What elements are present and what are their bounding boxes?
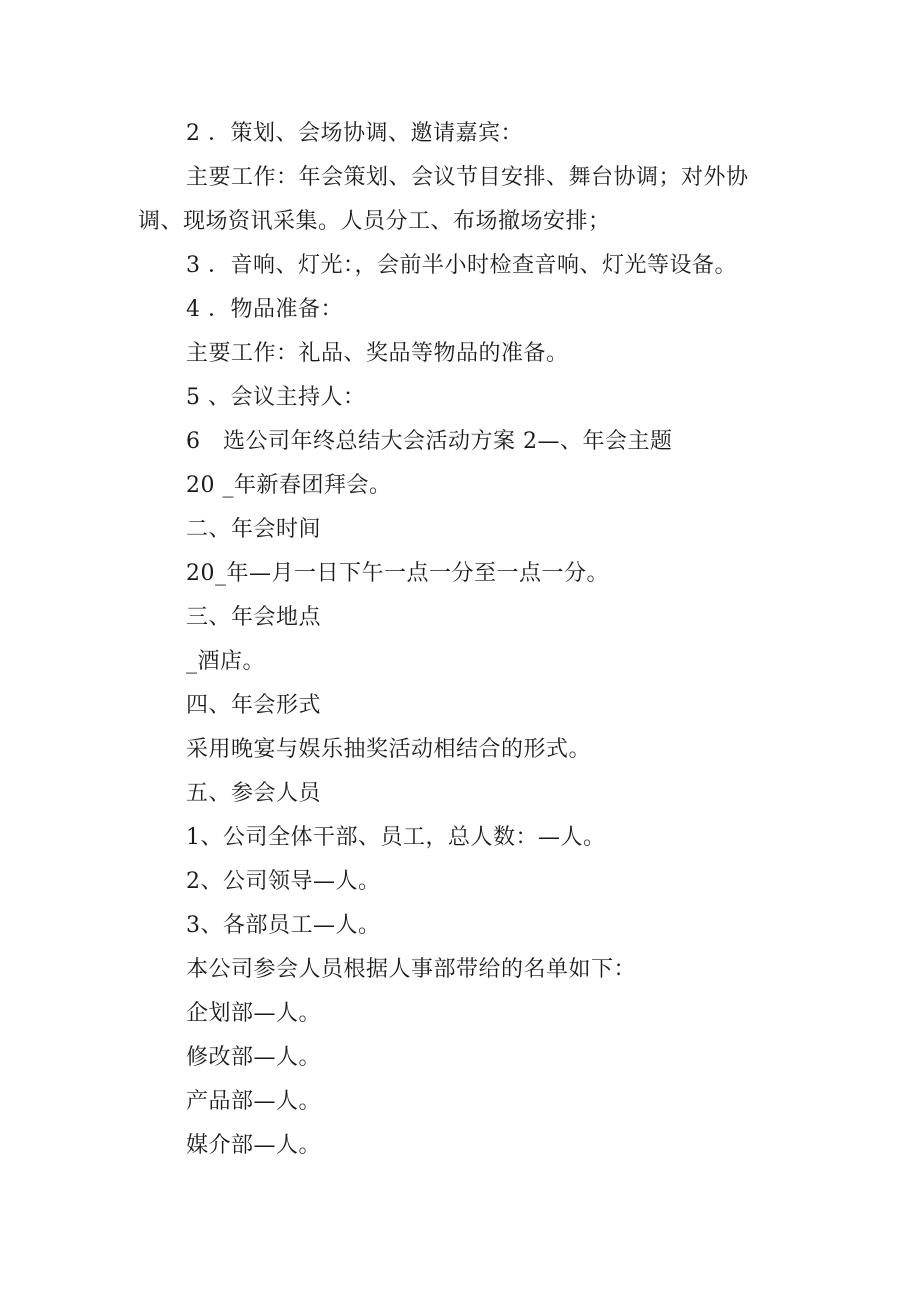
list-item: 媒介部—人。 (186, 1133, 322, 1158)
text-line: 主要工作：年会策划、会议节目安排、舞台协调；对外协 (186, 165, 749, 190)
list-item: 产品部—人。 (186, 1089, 322, 1114)
text-line: 2 ．策划、会场协调、邀请嘉宾： (186, 121, 523, 146)
list-item: 修改部—人。 (186, 1045, 322, 1070)
document-body (138, 112, 778, 1168)
text-line: 20 _年新春团拜会。 (186, 473, 392, 498)
text-line: 主要工作：礼品、奖品等物品的准备。 (186, 341, 569, 366)
text-line: 20_年—月一日下午一点一分至一点一分。 (186, 561, 609, 586)
text-line: 调、现场资讯采集。人员分工、布场撤场安排； (138, 209, 611, 234)
text-line: 采用晚宴与娱乐抽奖活动相结合的形式。 (186, 737, 592, 762)
text-line: 本公司参会人员根据人事部带给的名单如下： (186, 957, 637, 982)
text-line: 3 ．音响、灯光：，会前半小时检查音响、灯光等设备。 (186, 253, 737, 278)
section-heading: 五、参会人员 (186, 781, 322, 806)
text-line: 6 选公司年终总结大会活动方案 2—、年会主题 (186, 429, 673, 454)
section-heading: 二、年会时间 (186, 517, 322, 542)
list-item: 3、各部员工—人。 (186, 913, 381, 938)
section-heading: 四、年会形式 (186, 693, 322, 718)
text-line: 5 、会议主持人： (186, 385, 366, 410)
section-heading: 三、年会地点 (186, 605, 322, 630)
list-item: 1、公司全体干部、员工，总人数：—人。 (186, 825, 606, 850)
list-item: 2、公司领导—人。 (186, 869, 381, 894)
list-item: 企划部—人。 (186, 1001, 322, 1026)
text-line: _酒店。 (186, 649, 266, 674)
text-line: 4 ．物品准备： (186, 297, 343, 322)
